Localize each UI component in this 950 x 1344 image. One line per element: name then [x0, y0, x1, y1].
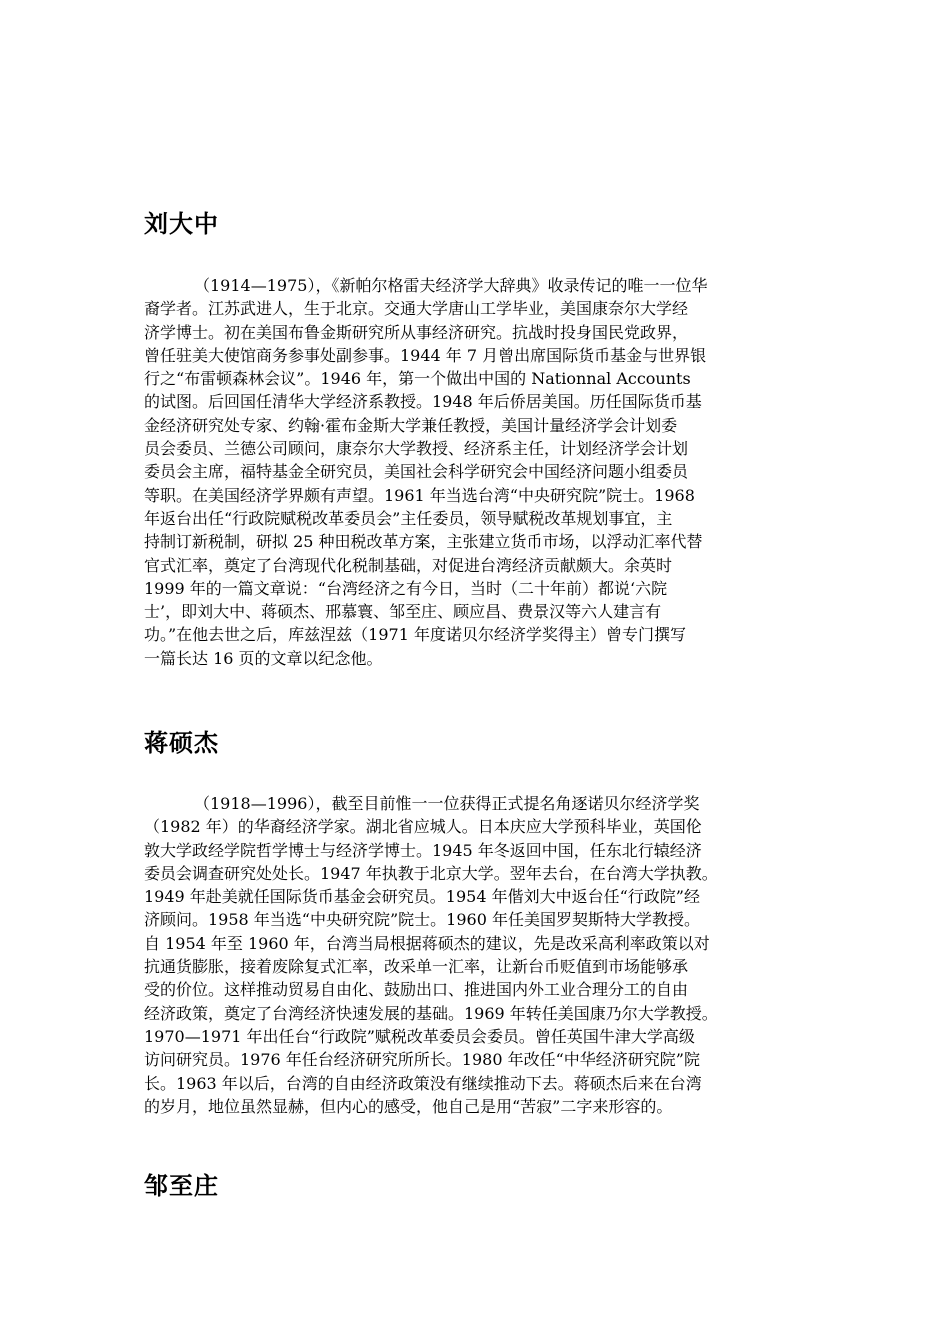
biography-paragraph-liu-dazhong: [144, 274, 808, 670]
paragraph-line: 功。”在他去世之后，库兹涅兹（1971 年度诺贝尔经济学奖得主）曾专门撰写: [144, 625, 686, 645]
paragraph-line: 官式汇率，奠定了台湾现代化税制基础，对促进台湾经济贡献颇大。余英时: [144, 555, 673, 575]
paragraph-line: 委员会调查研究处处长。1947 年执教于北京大学。翌年去台，在台湾大学执教。: [144, 863, 718, 883]
paragraph-line: 委员会主席，福特基金全研究员，美国社会科学研究会中国经济问题小组委员: [144, 462, 689, 482]
paragraph-line: 济学博士。初在美国布鲁金斯研究所从事经济研究。抗战时投身国民党政界，: [144, 322, 689, 342]
biography-paragraph-jiang-shuojie: [144, 792, 808, 1118]
paragraph-line: 敦大学政经学院哲学博士与经济学博士。1945 年冬返回中国，任东北行辕经济: [144, 840, 702, 860]
paragraph-line: 济顾问。1958 年当选“中央研究院”院士。1960 年任美国罗契斯特大学教授。: [144, 910, 700, 930]
paragraph-line: 行之“布雷顿森林会议”。1946 年，第一个做出中国的 Nationnal Accounts: [144, 369, 691, 389]
paragraph-line: 长。1963 年以后，台湾的自由经济政策没有继续推动下去。蒋硕杰后来在台湾: [144, 1073, 702, 1093]
paragraph-line: 年返台出任“行政院赋税改革委员会”主任委员，领导赋税改革规划事宜，主: [144, 508, 673, 528]
section-title-zou-zhizhuang: 邹至庄: [144, 1173, 219, 1200]
paragraph-line: 抗通货膨胀，接着废除复式汇率，改采单一汇率，让新台币贬值到市场能够承: [144, 957, 689, 977]
paragraph-line: 自 1954 年至 1960 年，台湾当局根据蒋硕杰的建议，先是改采高利率政策以对: [144, 933, 710, 953]
paragraph-line: 的试图。后回国任清华大学经济系教授。1948 年后侨居美国。历任国际货币基: [144, 392, 702, 412]
paragraph-line: 曾任驻美大使馆商务参事处副参事。1944 年 7 月曾出席国际货币基金与世界银: [144, 345, 707, 365]
paragraph-line: （1914—1975），《新帕尔格雷夫经济学大辞典》收录传记的唯一一位华: [194, 276, 708, 295]
paragraph-line: 金经济研究处专家、约翰·霍布金斯大学兼任教授，美国计量经济学会计划委: [144, 415, 678, 435]
paragraph-line: （1982 年）的华裔经济学家。湖北省应城人。日本庆应大学预科毕业，英国伦: [144, 817, 702, 837]
paragraph-line: 访问研究员。1976 年任台经济研究所所长。1980 年改任“中华经济研究院”院: [144, 1050, 700, 1070]
paragraph-line: （1918—1996），截至目前惟一一位获得正式提名角逐诺贝尔经济学奖: [194, 794, 700, 813]
paragraph-line: 员会委员、兰德公司顾问，康奈尔大学教授、经济系主任，计划经济学会计划: [144, 439, 689, 459]
paragraph-line: 经济政策，奠定了台湾经济快速发展的基础。1969 年转任美国康乃尔大学教授。: [144, 1003, 718, 1023]
paragraph-line: 受的价位。这样推动贸易自由化、鼓励出口、推进国内外工业合理分工的自由: [144, 980, 689, 1000]
paragraph-line: 等职。在美国经济学界颇有声望。1961 年当选台湾“中央研究院”院士。1968: [144, 485, 695, 505]
section-title-jiang-shuojie: 蒋硕杰: [144, 730, 219, 757]
paragraph-line: 裔学者。江苏武进人，生于北京。交通大学唐山工学毕业，美国康奈尔大学经: [144, 299, 689, 319]
paragraph-line: 的岁月，地位虽然显赫，但内心的感受，他自己是用“苦寂”二字来形容的。: [144, 1096, 673, 1116]
paragraph-line: 1970—1971 年出任台“行政院”赋税改革委员会委员。曾任英国牛津大学高级: [144, 1026, 695, 1046]
paragraph-line: 士’，即刘大中、蒋硕杰、邢慕寰、邹至庄、顾应昌、费景汉等六人建言有: [144, 602, 662, 622]
section-title-liu-dazhong: 刘大中: [144, 211, 219, 238]
paragraph-line: 1999 年的一篇文章说：“台湾经济之有今日，当时（二十年前）都说‘六院: [144, 578, 668, 598]
paragraph-line: 一篇长达 16 页的文章以纪念他。: [144, 648, 383, 668]
paragraph-line: 1949 年赴美就任国际货币基金会研究员。1954 年偕刘大中返台任“行政院”经: [144, 887, 700, 907]
paragraph-line: 持制订新税制，研拟 25 种田税改革方案，主张建立货币市场，以浮动汇率代替: [144, 532, 703, 552]
